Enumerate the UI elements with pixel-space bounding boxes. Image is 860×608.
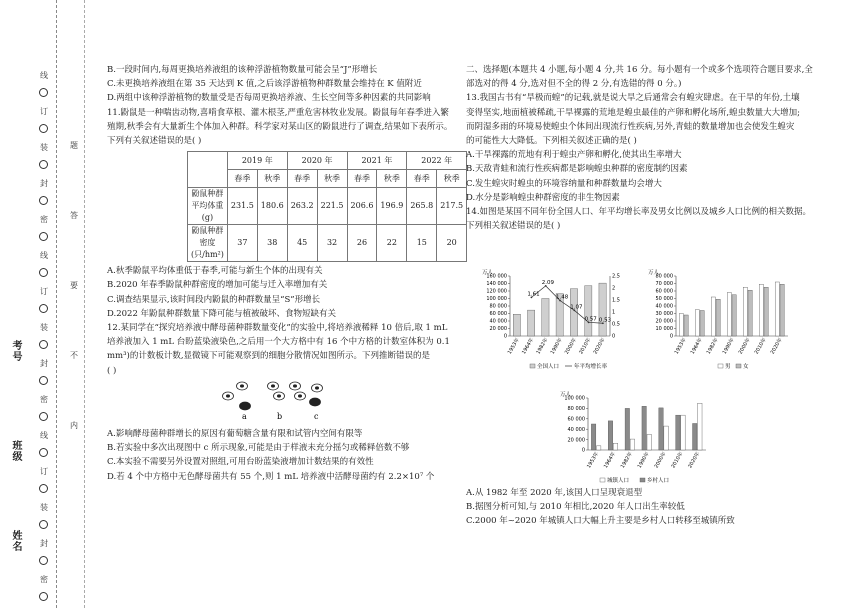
y-tick-label: 40 000 (489, 318, 507, 325)
text-line: D.2022 年鼢鼠种群数量下降可能与植被破坏、食物短缺有关 (107, 308, 337, 319)
text-line: B.天敌青蛙和流行性疾病都是影响蝗虫种群的密度制约因素 (466, 164, 688, 175)
bar (748, 290, 752, 336)
bar (681, 415, 685, 450)
y-tick-label: 80 000 (489, 303, 507, 310)
text-line: C.2000 年~2020 年城镇人口大幅上升主要是乡村人口转移至城镇所致 (466, 516, 735, 527)
legend-label: 全国人口 (537, 364, 560, 370)
x-tick-label: 2020年 (592, 337, 607, 356)
y-tick-label: 10 000 (655, 326, 673, 333)
urban-rural-chart (548, 390, 716, 484)
table-cell: 217.5 (437, 188, 467, 225)
bar (711, 297, 715, 336)
x-tick-label: 2000年 (563, 337, 579, 356)
bar (679, 314, 683, 337)
binding-char: 密 (40, 575, 48, 584)
x-tick-label: 2010年 (670, 451, 685, 470)
year-header: 2020 年 (287, 152, 347, 170)
x-tick-label: 1990年 (636, 451, 651, 470)
binding-hole (39, 88, 48, 97)
y2-tick-label: 2.5 (612, 273, 620, 280)
y-tick-label: 0 (503, 333, 507, 340)
binding-hole (39, 196, 48, 205)
row-label: 鼢鼠种群 密度(只/hm²) (188, 225, 228, 262)
binding-char: 装 (40, 323, 48, 332)
x-tick-label: 1953年 (586, 451, 601, 470)
binding-char: 订 (40, 107, 48, 116)
year-header: 2019 年 (227, 152, 287, 170)
y-tick-label: 0 (581, 447, 585, 454)
text-line: A.干旱裸露的荒地有利于蝗虫产卵和孵化,使其出生率增大 (466, 150, 682, 161)
text-line: 殖期,秋季会有大量新生个体加入种群。科学家对某山区的鼢鼠进行了调查,结果如下表所示。 (107, 121, 453, 132)
text-line: 下列相关叙述错误的是( ) (466, 221, 561, 232)
binding-inner-char: 答 (70, 211, 78, 220)
text-line: B.若实验中多次出现图中 c 所示现象,可能是由于样液未充分摇匀或稀释倍数不够 (107, 443, 410, 454)
bar (596, 446, 600, 450)
text-line: D.两组中该种浮游植物的数量受是否每周更换培养液、生长空间等多种因素的共同影响 (107, 93, 431, 104)
binding-inner-char: 要 (70, 281, 78, 290)
bar (684, 315, 688, 336)
season-header: 秋季 (437, 170, 467, 188)
legend-swatch (718, 364, 723, 368)
x-tick-label: 2020年 (769, 337, 784, 356)
binding-hole (39, 556, 48, 565)
bar (780, 284, 784, 336)
binding-char: 密 (40, 395, 48, 404)
yeast-cells (223, 382, 323, 410)
binding-hole (39, 376, 48, 385)
y-tick-label: 60 000 (489, 311, 507, 318)
y-tick-label: 20 000 (567, 437, 585, 444)
y-tick-label: 20 000 (489, 326, 507, 333)
text-line: A.秋季鼢鼠平均体重低于春季,可能与新生个体的出现有关 (107, 266, 323, 277)
season-header: 秋季 (377, 170, 407, 188)
binding-hole (39, 268, 48, 277)
x-tick-label: 1990年 (721, 337, 736, 356)
binding-inner-char: 题 (70, 141, 78, 150)
x-tick-label: 1953年 (673, 337, 688, 356)
text-line: C.调查结果显示,该时间段内鼢鼠的种群数量呈“S”形增长 (107, 294, 321, 305)
binding-char: 订 (40, 467, 48, 476)
bar (693, 423, 697, 450)
y-tick-label: 100 000 (486, 296, 507, 303)
bar (743, 287, 747, 336)
y-tick-label: 140 000 (486, 281, 507, 288)
y-tick-label: 40 000 (567, 426, 585, 433)
y-tick-label: 60 000 (567, 416, 585, 423)
bar (599, 283, 606, 336)
x-tick-label: 1982年 (705, 337, 720, 356)
y-axis-label: 万人 (648, 270, 660, 276)
bar (698, 403, 702, 450)
exam-number-label: 考号 (10, 340, 21, 362)
x-tick-label: 1990年 (549, 337, 564, 356)
binding-char: 线 (40, 431, 48, 440)
text-line: C.本实验不需要另外设置对照组,可用台盼蓝染液增加计数结果的有效性 (107, 457, 374, 468)
text-line: 12.某同学在“探究培养液中酵母菌种群数量变化”的实验中,将培养液稀释 10 倍后,取 1 mL (107, 323, 448, 334)
legend-swatch (530, 364, 535, 368)
text-line: D.若 4 个中方格中无色酵母菌共有 55 个,则 1 mL 培养液中活酵母菌约有 2.2×10⁷ 个 (107, 471, 435, 482)
cell-label-c: c (314, 411, 319, 421)
year-header: 2021 年 (347, 152, 407, 170)
bar (585, 286, 592, 336)
y2-tick-label: 0 (612, 333, 616, 340)
y-axis-label: 万人 (560, 392, 572, 398)
bar (642, 406, 646, 450)
legend-swatch (600, 478, 605, 482)
binding-hole (39, 592, 48, 601)
table-cell: 15 (407, 225, 437, 262)
binding-hole (39, 484, 48, 493)
text-line: D.水分是影响蝗虫种群密度的非生物因素 (466, 192, 620, 203)
bar (647, 434, 651, 450)
bar (513, 314, 520, 336)
y-tick-label: 50 000 (655, 296, 673, 303)
point-label: 2.09 (541, 279, 554, 286)
x-tick-label: 1964年 (521, 337, 536, 356)
table-cell: 32 (317, 225, 347, 262)
y-tick-label: 60 000 (655, 288, 673, 295)
table-cell: 20 (437, 225, 467, 262)
season-header: 春季 (227, 170, 257, 188)
binding-hole (39, 304, 48, 313)
text-line: 部选对的得 4 分,选对但不全的得 2 分,有选错的得 0 分。) (466, 79, 682, 90)
table-cell: 206.6 (347, 188, 377, 225)
bar (727, 293, 731, 337)
table-cell: 22 (377, 225, 407, 262)
binding-char: 装 (40, 143, 48, 152)
x-tick-label: 2000年 (737, 337, 752, 356)
text-line: ( ) (107, 365, 117, 376)
binding-inner-char: 内 (70, 421, 78, 430)
legend-label: 男 (725, 364, 731, 370)
left-column (107, 63, 464, 484)
binding-char: 封 (40, 539, 48, 548)
right-column-options (466, 486, 826, 529)
legend-label: 女 (743, 364, 749, 370)
bar (542, 299, 549, 337)
season-header: 秋季 (257, 170, 287, 188)
name-label: 姓名 (10, 530, 21, 552)
text-line: 的可能性大大降低。下列相关叙述正确的是( ) (466, 136, 637, 147)
bar (664, 426, 668, 450)
binding-char: 密 (40, 215, 48, 224)
y-tick-label: 20 000 (655, 318, 673, 325)
text-line: 变得坚实,地面植被稀疏,干旱裸露的荒地是蝗虫最佳的产卵和孵化场所,蝗虫数量大大增加; (466, 107, 800, 118)
bar (732, 295, 736, 336)
season-header: 秋季 (317, 170, 347, 188)
binding-hole (39, 520, 48, 529)
text-line: B.据图分析可知,与 2010 年相比,2020 年人口出生率较低 (466, 502, 685, 513)
cell-label-a: a (242, 411, 247, 421)
x-tick-label: 2010年 (578, 337, 593, 356)
text-line: B.一段时间内,每周更换培养液组的该种浮游植物数量可能会呈“J”形增长 (107, 65, 378, 75)
population-growth-chart (470, 268, 630, 370)
binding-hole (39, 412, 48, 421)
binding-char: 装 (40, 503, 48, 512)
cell-label-b: b (277, 411, 283, 421)
bar (608, 421, 612, 450)
x-tick-label: 2010年 (753, 337, 768, 356)
table-cell: 263.2 (287, 188, 317, 225)
x-tick-label: 1953年 (506, 337, 521, 356)
yeast-cell-figure (107, 378, 447, 422)
y-tick-label: 80 000 (567, 406, 585, 413)
bar (630, 439, 634, 450)
legend-swatch (640, 478, 645, 482)
point-label: 0.57 (584, 316, 597, 323)
y-tick-label: 30 000 (655, 311, 673, 318)
point-label: 1.48 (556, 294, 569, 301)
y2-tick-label: 2 (612, 285, 616, 292)
year-header: 2022 年 (407, 152, 467, 170)
text-line: 下列有关叙述错误的是( ) (107, 136, 202, 147)
text-line: C.发生蝗灾时蝗虫的环境容纳量和种群数量均会增大 (466, 178, 662, 189)
x-tick-label: 1982年 (535, 337, 550, 356)
legend-label: 城镇人口 (607, 478, 630, 484)
table-cell: 45 (287, 225, 317, 262)
bar (759, 284, 763, 336)
season-header: 春季 (287, 170, 317, 188)
x-tick-label: 1964年 (602, 451, 618, 470)
table-cell: 180.6 (257, 188, 287, 225)
season-header: 春季 (347, 170, 377, 188)
binding-margin (0, 0, 78, 608)
x-tick-label: 2000年 (653, 451, 668, 470)
binding-hole (39, 124, 48, 133)
point-label: 0.53 (598, 317, 612, 324)
x-tick-label: 2020年 (687, 451, 702, 470)
text-line: 二、选择题(本题共 4 小题,每小题 4 分,共 16 分。每小题有一个或多个选项符合题目要求,全 (466, 65, 813, 75)
gopher-table (187, 151, 467, 262)
table-cell: 221.5 (317, 188, 347, 225)
y-tick-label: 0 (669, 333, 673, 340)
text-line: 而阴湿多雨的环境易使蝗虫个体间出现流行性疾病,另外,青蛙的数量增加也会使发生蝗灾 (466, 121, 795, 132)
binding-hole (39, 340, 48, 349)
legend-label: 年平均增长率 (574, 364, 608, 370)
y-tick-label: 120 000 (486, 288, 507, 295)
y2-tick-label: 0.5 (612, 321, 620, 328)
table-cell: 231.5 (227, 188, 257, 225)
bar (659, 408, 663, 450)
binding-hole (39, 232, 48, 241)
bar (676, 415, 680, 450)
binding-char: 封 (40, 359, 48, 368)
y2-tick-label: 1.5 (612, 297, 620, 304)
text-line: C.未更换培养液组在第 35 天达到 K 值,之后该浮游植物种群数量会维持在 K 值附近 (107, 79, 422, 90)
y-tick-label: 80 000 (655, 273, 673, 280)
text-line: 14.如图是某国不同年份全国人口、年平均增长率及男女比例以及城乡人口比例的相关数据。 (466, 207, 812, 218)
text-line: 培养液加入 1 mL 台盼蓝染液染色,之后用一个大方格中有 16 个中方格的计数室体积为 0.1 (107, 337, 450, 348)
binding-char: 线 (40, 71, 48, 80)
y-tick-label: 40 000 (655, 303, 673, 310)
row-label: 鼢鼠种群 平均体重(g) (188, 188, 228, 225)
text-line: 11.鼢鼠是一种喘齿动物,喜啃食草根、灌木根茎,严重危害林牧业发展。鼢鼠每年春季进入繁 (107, 107, 449, 118)
binding-hole (39, 448, 48, 457)
binding-char: 封 (40, 179, 48, 188)
binding-inner-char: 不 (70, 351, 78, 360)
bar (775, 282, 779, 336)
bar (625, 408, 629, 450)
binding-line (56, 0, 57, 608)
bar (764, 287, 768, 336)
text-line: A.从 1982 年至 2020 年,该国人口呈现衰退型 (466, 488, 643, 498)
table-cell: 265.8 (407, 188, 437, 225)
binding-hole (39, 160, 48, 169)
x-tick-label: 1964年 (689, 337, 704, 356)
text-line: mm³)的计数板计数,显微镜下可能观察到的细胞分散情况如图所示。下列推断错误的是 (107, 351, 431, 362)
bar (700, 311, 704, 337)
table-cell: 196.9 (377, 188, 407, 225)
bar (695, 310, 699, 336)
bar (613, 443, 617, 450)
legend-swatch (736, 364, 741, 368)
season-header: 春季 (407, 170, 437, 188)
y-tick-label: 70 000 (655, 281, 673, 288)
right-column (466, 63, 826, 233)
point-label: 1.07 (570, 304, 583, 311)
class-label: 班级 (10, 440, 21, 462)
point-label: 1.61 (527, 291, 540, 298)
binding-line-inner (84, 0, 85, 608)
bar (591, 424, 595, 450)
sex-ratio-chart (636, 268, 798, 370)
binding-char: 线 (40, 251, 48, 260)
binding-char: 订 (40, 287, 48, 296)
bar (716, 299, 720, 336)
text-line: 13.我国古书有“旱极而蝗”的记载,就是说大旱之后通常会有蝗灾肆虐。在干旱的年份,土壤 (466, 93, 800, 104)
x-tick-label: 1982年 (619, 451, 634, 470)
text-line: B.2020 年春季鼢鼠种群密度的增加可能与迁入率增加有关 (107, 280, 328, 291)
y-tick-label: 160 000 (486, 273, 507, 280)
table-cell: 37 (227, 225, 257, 262)
y2-tick-label: 1 (612, 309, 616, 316)
bar (528, 310, 535, 336)
legend-label: 乡村人口 (647, 478, 670, 484)
y-axis-label: 万人 (482, 270, 494, 276)
text-line: A.影响酵母菌种群增长的原因有葡萄糖含量有限和试管内空间有限等 (107, 429, 363, 440)
table-cell: 38 (257, 225, 287, 262)
y-tick-label: 100 000 (564, 395, 585, 402)
table-cell: 26 (347, 225, 377, 262)
